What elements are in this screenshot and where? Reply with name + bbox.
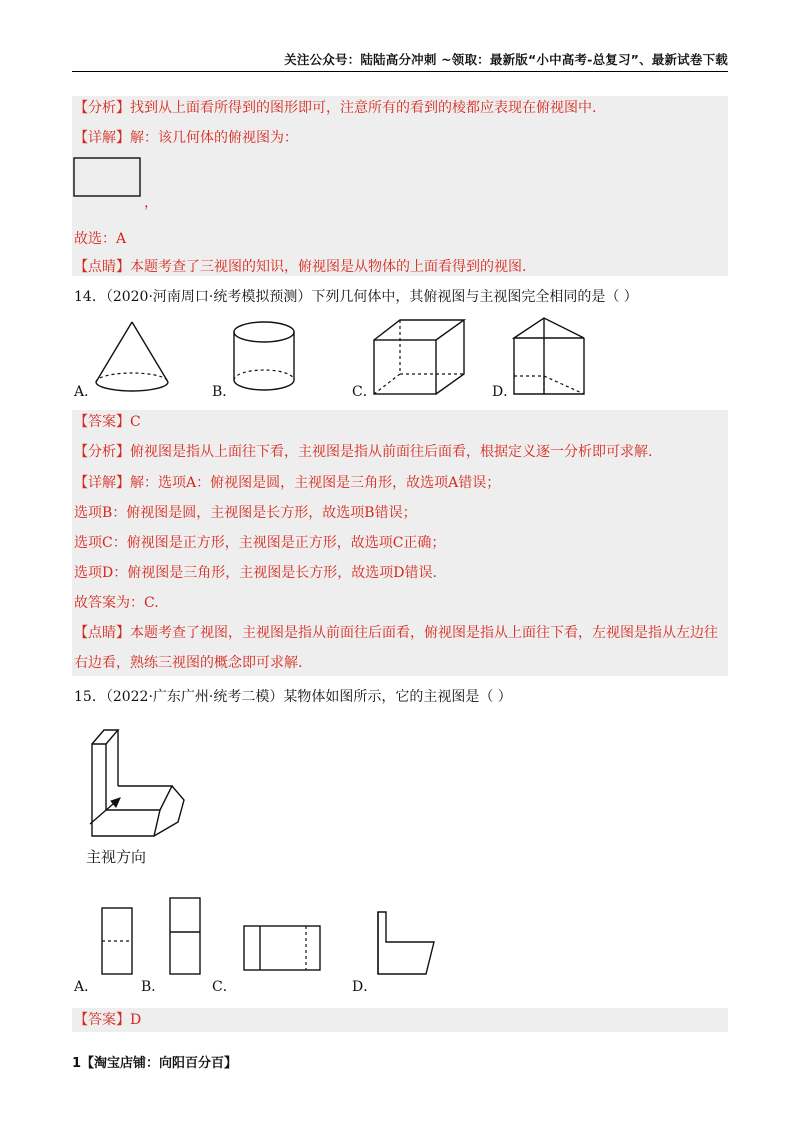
answer-tag: 【答案】	[74, 1012, 130, 1028]
q13-choice: 故选：A	[74, 231, 127, 247]
q14-comment-line-2: 右边看，熟练三视图的概念即可求解.	[74, 655, 303, 671]
q15-stem: 15．（2022·广东广州·统考二模）某物体如图所示，它的主视图是（ ）	[74, 689, 512, 705]
detail-text: 解：选项A：俯视图是圆，主视图是三角形，故选项A错误；	[130, 475, 501, 491]
q14-answer	[74, 411, 728, 433]
analysis-tag: 【分析】	[74, 444, 130, 460]
cylinder-figure	[230, 318, 300, 396]
detail-text: 解：该几何体的俯视图为：	[130, 130, 298, 146]
q14-stem: 14．（2020·河南周口·统考模拟预测）下列几何体中，其俯视图与主视图完全相同的是（ ）	[74, 289, 638, 305]
q15-option-c-figure	[240, 922, 324, 974]
q14-detail-line-1	[74, 472, 728, 494]
analysis-text: 俯视图是指从上面往下看，主视图是指从前面往后面看，根据定义逐一分析即可求解.	[130, 444, 653, 460]
q13-top-view-figure	[72, 154, 152, 204]
page-header: 关注公众号：陆陆高分冲刺 ~领取：最新版“小中高考-总复习”、最新试卷下载	[284, 52, 728, 67]
header-rule	[72, 71, 728, 72]
q14-detail-line-5: 故答案为：C.	[74, 595, 159, 611]
q15-option-d: D．	[352, 979, 378, 995]
answer-value: D	[130, 1012, 142, 1028]
q13-detail	[74, 127, 728, 149]
answer-tag: 【答案】	[74, 414, 130, 430]
q14-option-a: A．	[74, 384, 99, 400]
page-footer: 1【淘宝店铺：向阳百分百】	[72, 1056, 238, 1071]
q15-object-figure	[80, 724, 200, 842]
detail-tag: 【详解】	[74, 475, 130, 491]
q14-comment-line-1	[74, 622, 728, 644]
q15-option-d-figure	[372, 908, 438, 978]
q15-option-b-figure	[166, 894, 206, 978]
q14-option-c: C．	[352, 384, 377, 400]
q15-figure-caption: 主视方向	[86, 848, 147, 866]
q13-comma: ，	[144, 195, 158, 211]
cube-figure	[368, 316, 470, 400]
q14-option-b: B．	[212, 384, 237, 400]
analysis-tag: 【分析】	[74, 100, 130, 116]
q14-detail-line-4: 选项D：俯视图是三角形，主视图是长方形，故选项D错误.	[74, 565, 437, 581]
comment-tag: 【点睛】	[74, 625, 130, 641]
q13-analysis	[74, 97, 728, 119]
q15-option-a-figure	[98, 904, 138, 978]
q15-answer	[74, 1009, 728, 1031]
comment-text: 本题考查了三视图的知识，俯视图是从物体的上面看得到的视图.	[130, 259, 527, 275]
q14-option-d: D．	[492, 384, 518, 400]
detail-tag: 【详解】	[74, 130, 130, 146]
analysis-text: 找到从上面看所得到的图形即可，注意所有的看到的棱都应表现在俯视图中.	[130, 100, 597, 116]
triangular-prism-figure	[510, 314, 592, 400]
cone-figure	[92, 318, 172, 396]
comment-tag: 【点睛】	[74, 259, 130, 275]
q15-option-c: C．	[212, 979, 237, 995]
q15-option-b: B．	[141, 979, 166, 995]
q13-comment	[74, 256, 728, 278]
top-view-rectangle	[74, 158, 140, 196]
q15-option-a: A．	[74, 979, 99, 995]
q14-detail-line-3: 选项C：俯视图是正方形，主视图是正方形，故选项C正确；	[74, 535, 446, 551]
q14-analysis	[74, 441, 728, 463]
answer-value: C	[130, 414, 141, 430]
q14-detail-line-2: 选项B：俯视图是圆，主视图是长方形，故选项B错误；	[74, 505, 417, 521]
comment-text: 本题考查了视图，主视图是指从前面往后面看，俯视图是指从上面往下看，左视图是指从左边往	[130, 625, 718, 641]
